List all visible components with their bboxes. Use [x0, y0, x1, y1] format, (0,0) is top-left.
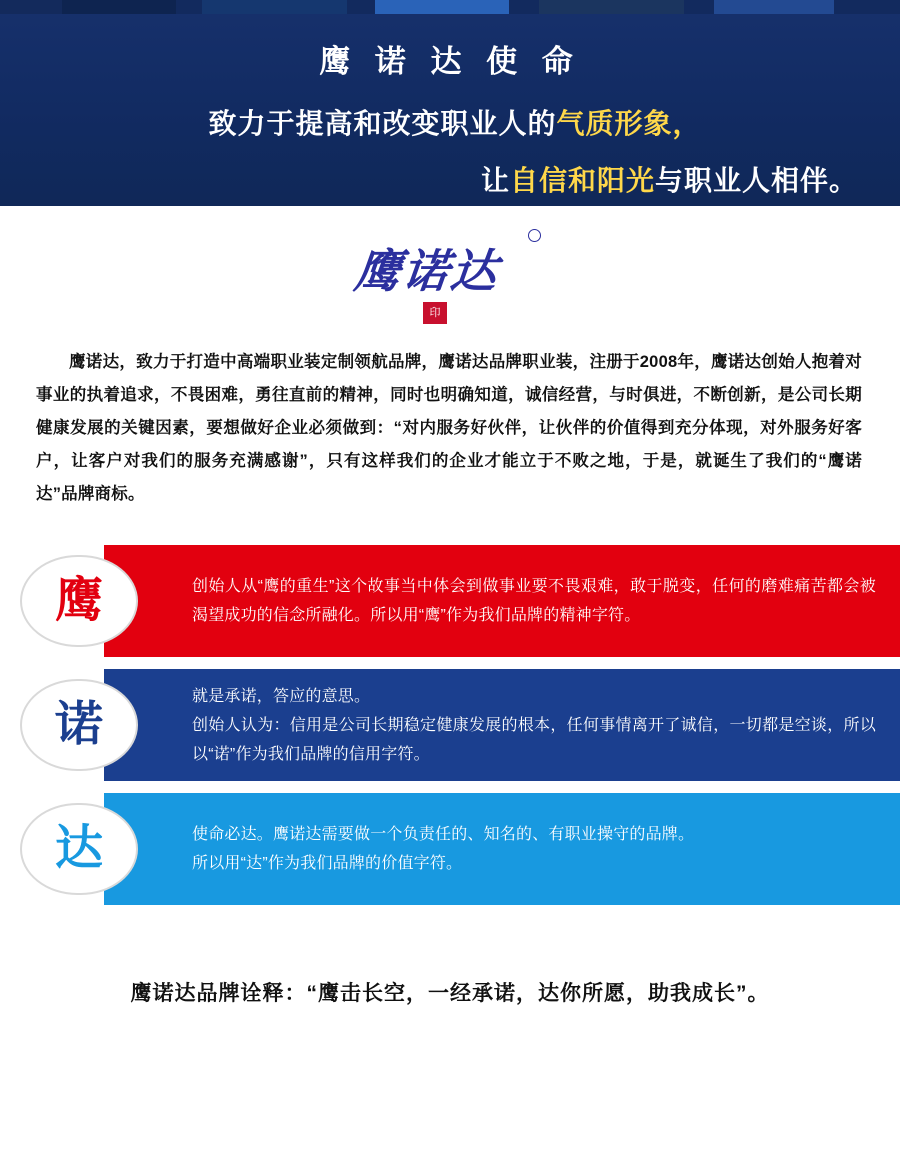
thumbnail-item: [834, 0, 900, 14]
brand-slogan: 鹰诺达品牌诠释：“鹰击长空，一经承诺，达你所愿，助我成长”。: [130, 982, 770, 1005]
character-row-nuo: [20, 669, 900, 781]
character-text-nuo: [104, 669, 900, 781]
character-glyph-da: 达: [54, 822, 103, 875]
thumbnail-item: [509, 0, 539, 14]
mission-line-1-text: 致力于提高和改变职业人的: [208, 108, 557, 139]
brand-logo: [351, 229, 545, 324]
mission-banner: [0, 14, 900, 206]
logo-area: [0, 206, 900, 346]
thumbnail-item: [539, 0, 684, 14]
character-text-da-line-2: 所以用“达”作为我们品牌的价值字符。: [192, 855, 463, 872]
mission-line-2-suffix: 与职业人相伴。: [654, 165, 858, 196]
thumbnail-item: [375, 0, 509, 14]
thumbnail-item: [684, 0, 714, 14]
thumbnail-item: [347, 0, 375, 14]
thumbnail-item: [0, 0, 62, 14]
character-row-ying: [20, 545, 900, 657]
brand-intro: [0, 346, 900, 511]
thumbnail-item: [714, 0, 834, 14]
character-badge-da: [20, 803, 138, 895]
mission-title: 鹰 诺 达 使 命: [319, 44, 581, 79]
thumbnail-strip: [0, 0, 900, 14]
thumbnail-item: [62, 0, 176, 14]
character-text-da-line-1: 使命必达。鹰诺达需要做一个负责任的、知名的、有职业操守的品牌。: [192, 826, 695, 843]
character-explanations: [0, 545, 900, 905]
mission-line-2-highlight: 自信和阳光: [509, 165, 655, 196]
character-glyph-ying: 鹰: [54, 574, 103, 627]
character-badge-nuo: [20, 679, 138, 771]
thumbnail-item: [176, 0, 202, 14]
character-badge-ying: [20, 555, 138, 647]
character-text-nuo-line-2: 创始人认为：信用是公司长期稳定健康发展的根本，任何事情离开了诚信，一切都是空谈，所以以“诺”作为我们品牌的信用字符。: [192, 716, 876, 763]
mission-line-1-highlight: 气质形象，: [556, 108, 702, 139]
mission-line-1: [0, 102, 900, 142]
character-glyph-nuo: 诺: [54, 698, 103, 751]
character-text-ying-line-1: 创始人从“鹰的重生”这个故事当中体会到做事业要不畏艰难，敢于脱变，任何的磨难痛苦都会被渴望成功的信念所融化。所以用“鹰”作为我们品牌的精神字符。: [192, 578, 876, 624]
mission-line-2-prefix: 让: [480, 165, 510, 196]
brand-logo-text: 鹰诺达: [351, 245, 502, 297]
character-text-da: [104, 793, 900, 905]
character-text-ying: [104, 545, 900, 657]
mission-line-2: [0, 159, 900, 199]
character-text-nuo-line-1: 就是承诺，答应的意思。: [192, 687, 371, 705]
thumbnail-item: [202, 0, 347, 14]
character-row-da: [20, 793, 900, 905]
brand-intro-paragraph: 鹰诺达，致力于打造中高端职业装定制领航品牌，鹰诺达品牌职业装，注册于2008年，鹰诺达创始人抱着对事业的执着追求，不畏困难，勇往直前的精神，同时也明确知道，诚信经营，与时俱进，不断创新，是公司长期健康发展的关键因素，要想做好企业必须做到：“对内服务好伙伴，让伙伴的价值得到充分体现，对外服务好客户，让客户对我们的服务充满感谢”，只有这样我们的企业才能立于不败之地，于是，就诞生了我们的“鹰诺达”品牌商标。: [36, 353, 862, 503]
registered-mark-icon: [528, 229, 541, 242]
seal-icon: 印: [423, 302, 447, 324]
